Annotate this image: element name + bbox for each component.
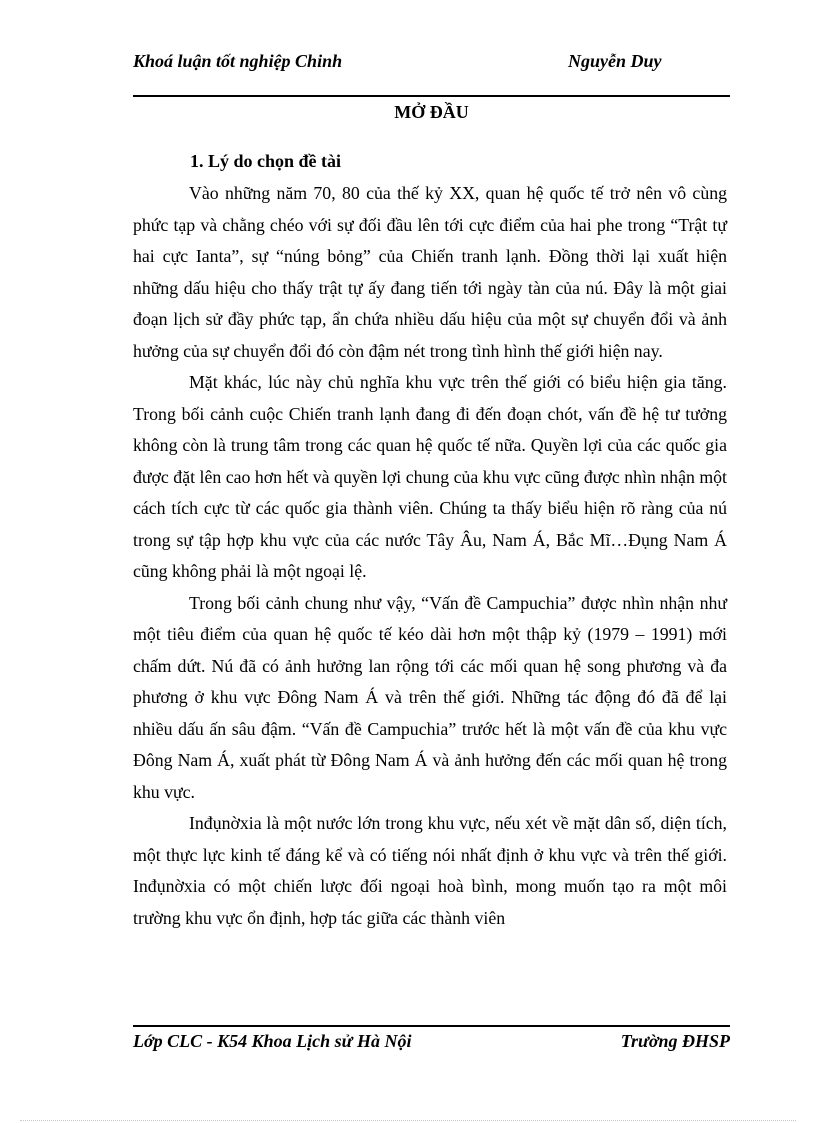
footer-class: Lớp CLC - K54 Khoa Lịch sử Hà Nội	[133, 1031, 412, 1051]
header-thesis-title: Khoá luận tốt nghiệp Chinh	[133, 51, 343, 71]
section-heading: 1. Lý do chọn đề tài	[190, 151, 342, 171]
header-author: Nguyễn Duy	[568, 51, 662, 71]
paragraph: Mặt khác, lúc này chủ nghĩa khu vực trên thế giới có biểu hiện gia tăng. Trong bối cảnh cuộc Chiến tranh lạnh đang đi đến đoạn chót, vấn đề hệ tư tưởng không còn là trung tâm trong các quan hệ quốc tế nữa. Quyền lợi của các quốc gia được đặt lên cao hơn hết và quyền lợi chung của khu vực cũng được nhìn nhận một cách tích cực từ các quốc gia thành viên. Chúng ta thấy biểu hiện rõ ràng của nú trong sự tập hợp khu vực của các nước Tây Âu, Nam Á, Bắc Mĩ…Đụng Nam Á cũng không phải là một ngoại lệ.	[133, 372, 727, 581]
paragraph: Inđụnờxia là một nước lớn trong khu vực, nếu xét về mặt dân số, diện tích, một thực lực kinh tế đáng kể và có tiếng nói nhất định ở khu vực và trên thế giới. Inđụnờxia có một chiến lược đối ngoại hoà bình, mong muốn tạo ra một môi trường khu vực ổn định, hợp tác giữa các thành viên	[133, 813, 727, 928]
footer-university: Trường ĐHSP	[620, 1031, 730, 1051]
body-text	[133, 178, 727, 934]
page-edge	[20, 1120, 796, 1121]
footer-divider	[133, 1025, 730, 1027]
header-divider	[133, 95, 730, 97]
page-title: MỞ ĐẦU	[394, 102, 469, 122]
paragraph: Vào những năm 70, 80 của thế kỷ XX, quan hệ quốc tế trở nên vô cùng phức tạp và chằng chéo với sự đối đầu lên tới cực điểm của hai phe trong “Trật tự hai cực Ianta”, sự “núng bỏng” của Chiến tranh lạnh. Đồng thời lại xuất hiện những dấu hiệu cho thấy trật tự ấy đang tiến tới ngày tàn của nú. Đây là một giai đoạn lịch sử đầy phức tạp, ẩn chứa nhiều dấu hiệu của một sự chuyển đổi và ảnh hưởng của sự chuyển đổi đó còn đậm nét trong tình hình thế giới hiện nay.	[133, 183, 727, 361]
paragraph: Trong bối cảnh chung như vậy, “Vấn đề Campuchia” được nhìn nhận như một tiêu điểm của quan hệ quốc tế kéo dài hơn một thập kỷ (1979 – 1991) mới chấm dứt. Nú đã có ảnh hưởng lan rộng tới các mối quan hệ song phương và đa phương ở khu vực Đông Nam Á và trên thế giới. Những tác động đó đã để lại nhiều dấu ấn sâu đậm. “Vấn đề Campuchia” trước hết là một vấn đề của khu vực Đông Nam Á, xuất phát từ Đông Nam Á và ảnh hưởng đến các mối quan hệ trong khu vực.	[133, 592, 727, 802]
